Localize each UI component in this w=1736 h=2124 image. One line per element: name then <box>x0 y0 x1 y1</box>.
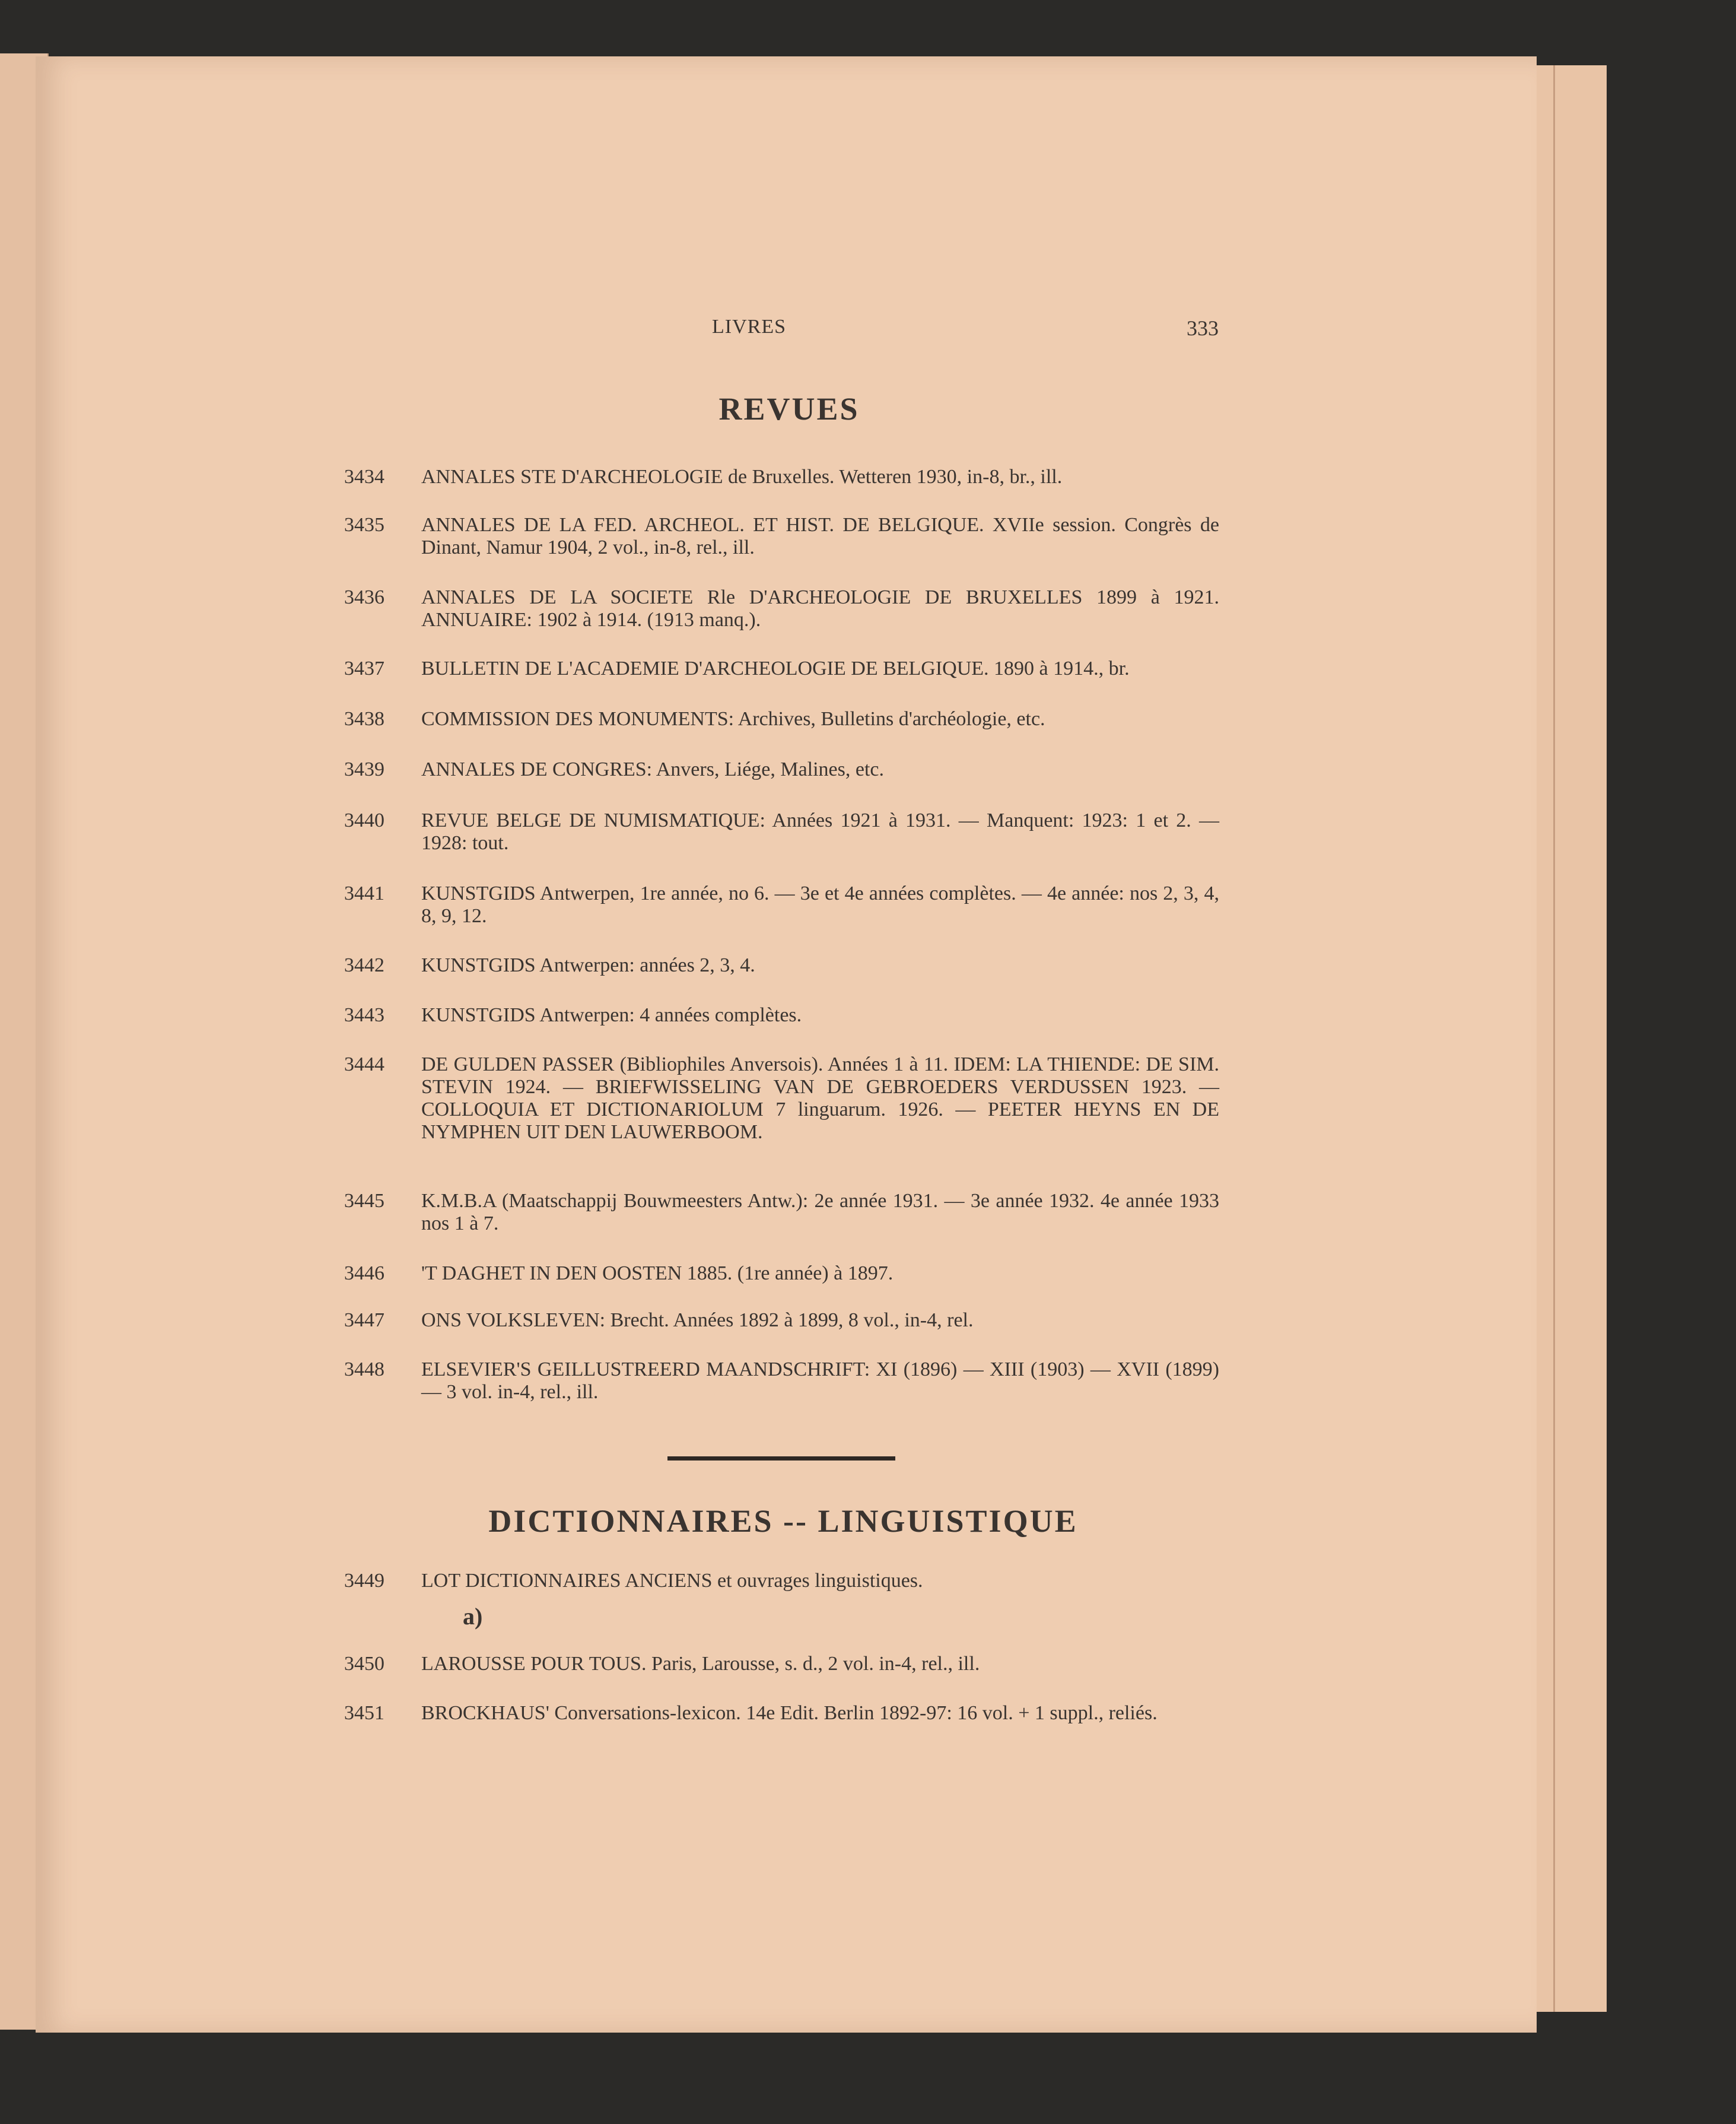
page-fold <box>1553 65 1555 2012</box>
entry-number: 3437 <box>344 658 384 680</box>
entry-text: ONS VOLKSLEVEN: Brecht. Années 1892 à 1899, 8 vol., in-4, rel. <box>421 1309 974 1331</box>
entry-number: 3435 <box>344 514 384 536</box>
entry-text: LAROUSSE POUR TOUS. Paris, Larousse, s. d., 2 vol. in-4, rel., ill. <box>421 1653 980 1675</box>
entry-number: 3446 <box>344 1262 384 1284</box>
entry-number: 3449 <box>344 1570 384 1592</box>
entry-text: BULLETIN DE L'ACADEMIE D'ARCHEOLOGIE DE BELGIQUE. 1890 à 1914., br. <box>421 658 1130 680</box>
section-title-dictionnaires: DICTIONNAIRES -- LINGUISTIQUE <box>488 1503 1078 1539</box>
entry-number: 3445 <box>344 1190 384 1212</box>
entry-text: KUNSTGIDS Antwerpen: 4 années complètes. <box>421 1004 802 1026</box>
section-title-revues: REVUES <box>718 391 860 427</box>
subheading-a: a) <box>463 1603 483 1630</box>
entry-text: ANNALES STE D'ARCHEOLOGIE de Bruxelles. Wetteren 1930, in-8, br., ill. <box>421 466 1063 488</box>
entry-text: ELSEVIER'S GEILLUSTREERD MAANDSCHRIFT: XI (1896) — XIII (1903) — XVII (1899) — 3 vol. in-4, rel., ill. <box>421 1358 1219 1403</box>
entry-text: LOT DICTIONNAIRES ANCIENS et ouvrages linguistiques. <box>421 1570 923 1592</box>
entry-number: 3441 <box>344 882 384 904</box>
entry-number: 3434 <box>344 466 384 488</box>
entry-number: 3443 <box>344 1004 384 1026</box>
entry-text: COMMISSION DES MONUMENTS: Archives, Bulletins d'archéologie, etc. <box>421 708 1045 730</box>
entry-number: 3436 <box>344 586 384 608</box>
entry-number: 3439 <box>344 758 384 780</box>
entry-text: K.M.B.A (Maatschappij Bouwmeesters Antw.): 2e année 1931. — 3e année 1932. 4e année 1933 nos 1 à 7. <box>421 1190 1219 1234</box>
entry-number: 3442 <box>344 954 384 976</box>
entry-number: 3447 <box>344 1309 384 1331</box>
entry-number: 3450 <box>344 1653 384 1675</box>
entry-number: 3444 <box>344 1053 384 1075</box>
entry-number: 3448 <box>344 1358 384 1380</box>
entry-text: ANNALES DE LA FED. ARCHEOL. ET HIST. DE BELGIQUE. XVIIe session. Congrès de Dinant, Namur 1904, 2 vol., in-8, rel., ill. <box>421 514 1219 558</box>
entry-text: KUNSTGIDS Antwerpen, 1re année, no 6. — 3e et 4e années complètes. — 4e année: nos 2, 3, 4, 8, 9, 12. <box>421 882 1219 927</box>
page-number: 333 <box>1187 316 1219 340</box>
entry-text: DE GULDEN PASSER (Bibliophiles Anversois). Années 1 à 11. IDEM: LA THIENDE: DE SIM. STEVIN 1924. — BRIEFWISSELING VAN DE GEBROEDERS VERDUSSEN 1923. — COLLOQUIA ET DICTIONARIOLUM 7 linguarum. 1926. — PEETER HEYNS EN DE NYMPHEN UIT DEN LAUWERBOOM. <box>421 1053 1219 1143</box>
entry-text: ANNALES DE LA SOCIETE Rle D'ARCHEOLOGIE DE BRUXELLES 1899 à 1921. ANNUAIRE: 1902 à 1914. (1913 manq.). <box>421 586 1219 631</box>
entry-text: ANNALES DE CONGRES: Anvers, Liége, Malines, etc. <box>421 758 885 780</box>
running-head: LIVRES <box>712 316 786 338</box>
entry-number: 3438 <box>344 708 384 730</box>
book-page <box>36 56 1537 2033</box>
section-divider <box>667 1456 895 1461</box>
entry-number: 3451 <box>344 1702 384 1724</box>
entry-text: 'T DAGHET IN DEN OOSTEN 1885. (1re année) à 1897. <box>421 1262 894 1284</box>
entry-text: KUNSTGIDS Antwerpen: années 2, 3, 4. <box>421 954 755 976</box>
entry-number: 3440 <box>344 809 384 831</box>
entry-text: BROCKHAUS' Conversations-lexicon. 14e Edit. Berlin 1892-97: 16 vol. + 1 suppl., reliés. <box>421 1702 1158 1724</box>
entry-text: REVUE BELGE DE NUMISMATIQUE: Années 1921 à 1931. — Manquent: 1923: 1 et 2. — 1928: tout. <box>421 809 1219 854</box>
